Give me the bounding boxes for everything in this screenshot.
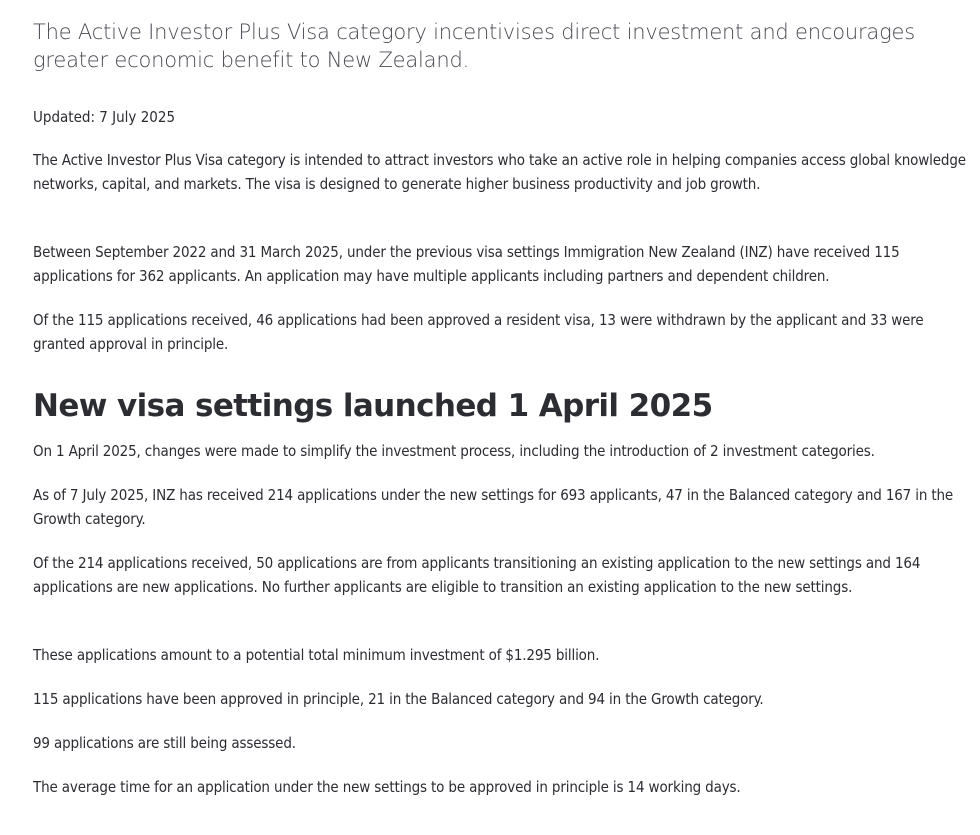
paragraph-investment-total: These applications amount to a potential total minimum investment of $1.295 billion. [33,646,600,664]
paragraph-previous-applications: Between September 2022 and 31 March 2025, under the previous visa settings Immigration New Zealand (INZ) have received 115 applications for 362 applicants. An application may have multiple applicants including partners and dependent children. [33,243,900,285]
paragraph-new-applications: As of 7 July 2025, INZ has received 214 applications under the new settings for 693 applicants, 47 in the Balanced category and 167 in the Growth category. [33,486,954,528]
paragraph-previous-outcomes: Of the 115 applications received, 46 applications had been approved a resident visa, 13 were withdrawn by the applicant and 33 were granted approval in principle. [33,311,924,353]
paragraph-approved: 115 applications have been approved in principle, 21 in the Balanced category and 94 in the Growth category. [33,690,764,708]
paragraph-average-time: The average time for an application under the new settings to be approved in principle is 14 working days. [33,778,741,796]
section-heading: New visa settings launched 1 April 2025 [33,388,713,424]
paragraph-assessing: 99 applications are still being assessed. [33,734,296,752]
intro-lead: The Active Investor Plus Visa category incentivises direct investment and encourages greater economic benefit to New Zealand. [33,20,915,72]
paragraph-purpose: The Active Investor Plus Visa category is intended to attract investors who take an active role in helping companies access global knowledge networks, capital, and markets. The visa is designed to generate higher business productivity and job growth. [33,151,966,193]
paragraph-changes: On 1 April 2025, changes were made to simplify the investment process, including the introduction of 2 investment categories. [33,442,875,460]
updated-date: Updated: 7 July 2025 [33,108,176,126]
paragraph-transition: Of the 214 applications received, 50 applications are from applicants transitioning an existing application to the new settings and 164 applications are new applications. No further applicants are eligible to transition an existing application to the new settings. [33,554,921,596]
